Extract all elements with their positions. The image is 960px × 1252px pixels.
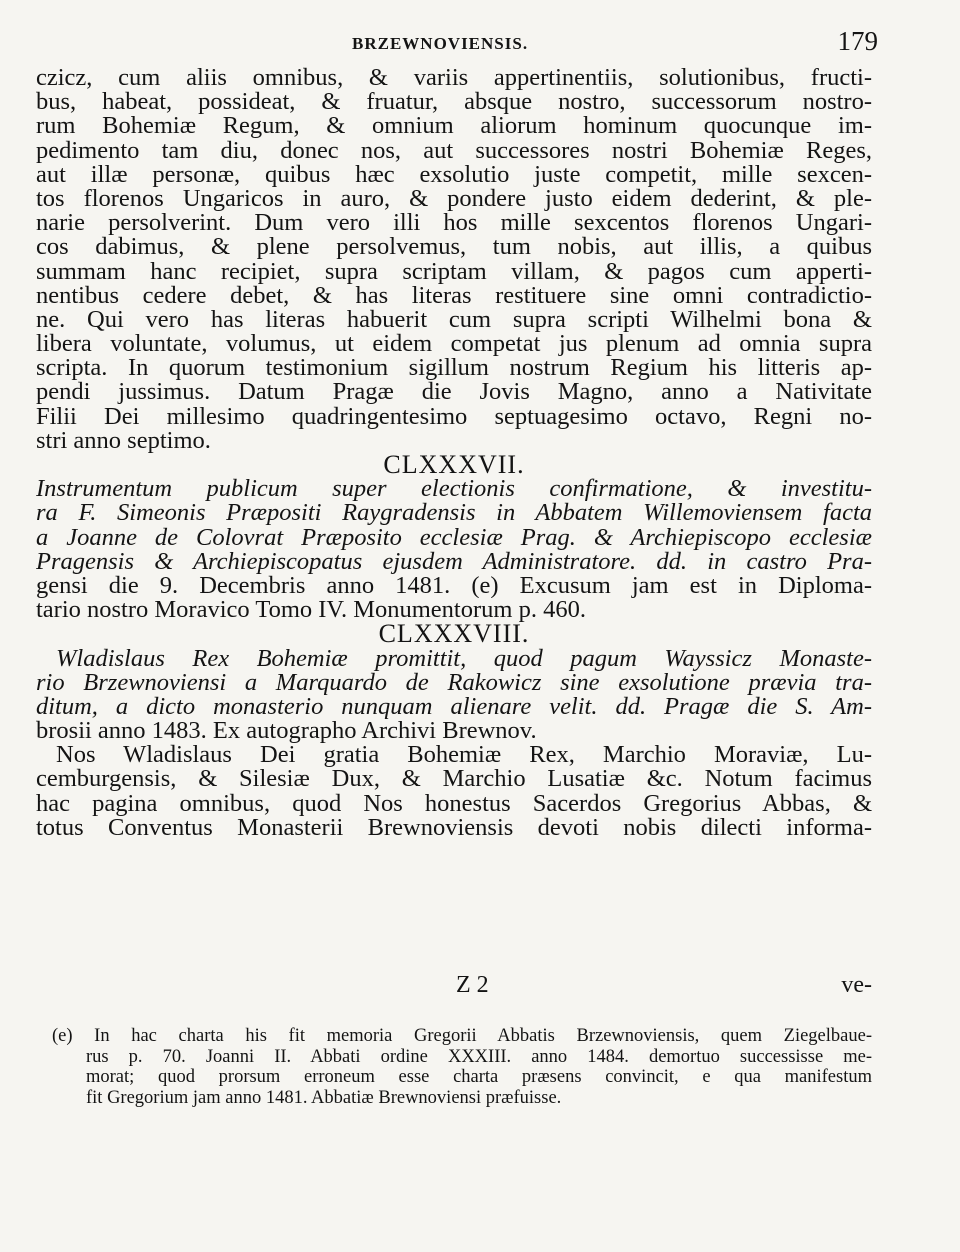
section-summary-line: rio Brzewnoviensi a Marquardo de Rakowicz sine exsolutione prævia tra- <box>36 670 872 695</box>
footnote-line: fit Gregorium jam anno 1481. Abbatiæ Brewnoviensi præfuisse. <box>86 1087 562 1108</box>
running-title: BRZEWNOVIENSIS. <box>352 34 529 53</box>
catchword: ve- <box>841 972 872 998</box>
footnote-line: (e) In hac charta his fit memoria Gregorii Abbatis Brzewnoviensis, quem Ziegelbaue- <box>52 1026 872 1046</box>
text-line: tos florenos Ungaricos in auro, & pondere justo eidem dederint, & ple- <box>36 186 872 212</box>
text-line: aut illæ personæ, quibus hæc exsolutio juste competit, mille sexcen- <box>36 162 872 187</box>
signature-mark: Z 2 <box>456 972 489 998</box>
text-line: czicz, cum aliis omnibus, & variis appertinentiis, solutionibus, fructi- <box>36 66 872 91</box>
text-line: pendi jussimus. Datum Pragæ die Jovis Magno, anno a Nativitate <box>36 380 872 405</box>
text-line: nentibus cedere debet, & has literas restituere sine omni contradictio- <box>36 283 872 308</box>
charter-text-line: totus Conventus Monasterii Brewnoviensis devoti nobis dilecti informa- <box>36 815 872 840</box>
signature-row <box>36 972 872 1002</box>
text-line: cos dabimus, & plene persolvemus, tum nobis, aut illis, a quibus <box>36 235 872 260</box>
text-line: rum Bohemiæ Regum, & omnium aliorum hominum quocunque im- <box>36 114 872 139</box>
section-summary-line: ditum, a dicto monasterio nunquam alienare velit. dd. Pragæ die S. Am- <box>36 694 872 720</box>
section-summary-line: brosii anno 1483. Ex autographo Archivi Brewnov. <box>36 719 537 744</box>
charter-text-line: cemburgensis, & Silesiæ Dux, & Marchio Lusatiæ &c. Notum facimus <box>36 767 872 792</box>
text-line: scripta. In quorum testimonium sigillum nostrum Regium his litteris ap- <box>36 356 872 381</box>
section-summary-line: ra F. Simeonis Præpositi Raygradensis in Abbatem Willemoviensem facta <box>36 501 872 526</box>
main-text <box>36 66 872 840</box>
section-summary-line: a Joanne de Colovrat Præposito ecclesiæ Prag. & Archiepiscopo ecclesiæ <box>36 525 872 550</box>
page-number: 179 <box>837 26 878 56</box>
text-line: stri anno septimo. <box>36 428 211 453</box>
text-line: summam hanc recipiet, supra scriptam villam, & pagos cum apperti- <box>36 259 872 284</box>
footnote-line: morat; quod prorsum erroneum esse charta præsens convincit, e qua manifestum <box>86 1067 872 1087</box>
charter-text-line: hac pagina omnibus, quod Nos honestus Sacerdos Gregorius Abbas, & <box>36 791 872 816</box>
text-line: narie persolverint. Dum vero illi hos mille sexcentos florenos Ungari- <box>36 211 872 236</box>
text-line: pedimento tam diu, donec nos, aut successores nostri Bohemiæ Reges, <box>36 138 872 163</box>
footnote <box>52 1026 872 1108</box>
section-number-187: CLXXXVII. <box>383 453 525 478</box>
text-line: ne. Qui vero has literas habuerit cum supra scripti Wilhelmi bona & <box>36 307 872 333</box>
section-summary-line: Instrumentum publicum super electionis confirmatione, & investitu- <box>36 477 872 502</box>
section-summary-line: gensi die 9. Decembris anno 1481. (e) Excusum jam est in Diploma- <box>36 573 872 599</box>
text-line: libera voluntate, volumus, ut eidem competat jus plenum ad omnia supra <box>36 332 872 357</box>
footnote-line: rus p. 70. Joanni II. Abbati ordine XXXIII. anno 1484. demortuo successisse me- <box>86 1046 872 1067</box>
section-summary-line: Wladislaus Rex Bohemiæ promittit, quod pagum Wayssicz Monaste- <box>56 646 872 671</box>
running-header <box>0 26 960 66</box>
section-summary-line: tario nostro Moravico Tomo IV. Monumentorum p. 460. <box>36 598 586 623</box>
charter-text-line: Nos Wladislaus Dei gratia Bohemiæ Rex, Marchio Moraviæ, Lu- <box>56 743 872 768</box>
text-line: Filii Dei millesimo quadringentesimo septuagesimo octavo, Regni no- <box>36 404 872 429</box>
section-number-188: CLXXXVIII. <box>378 622 530 647</box>
section-summary-line: Pragensis & Archiepiscopatus ejusdem Administratore. dd. in castro Pra- <box>36 549 872 574</box>
text-line: bus, habeat, possideat, & fruatur, absque nostro, successorum nostro- <box>36 90 872 115</box>
